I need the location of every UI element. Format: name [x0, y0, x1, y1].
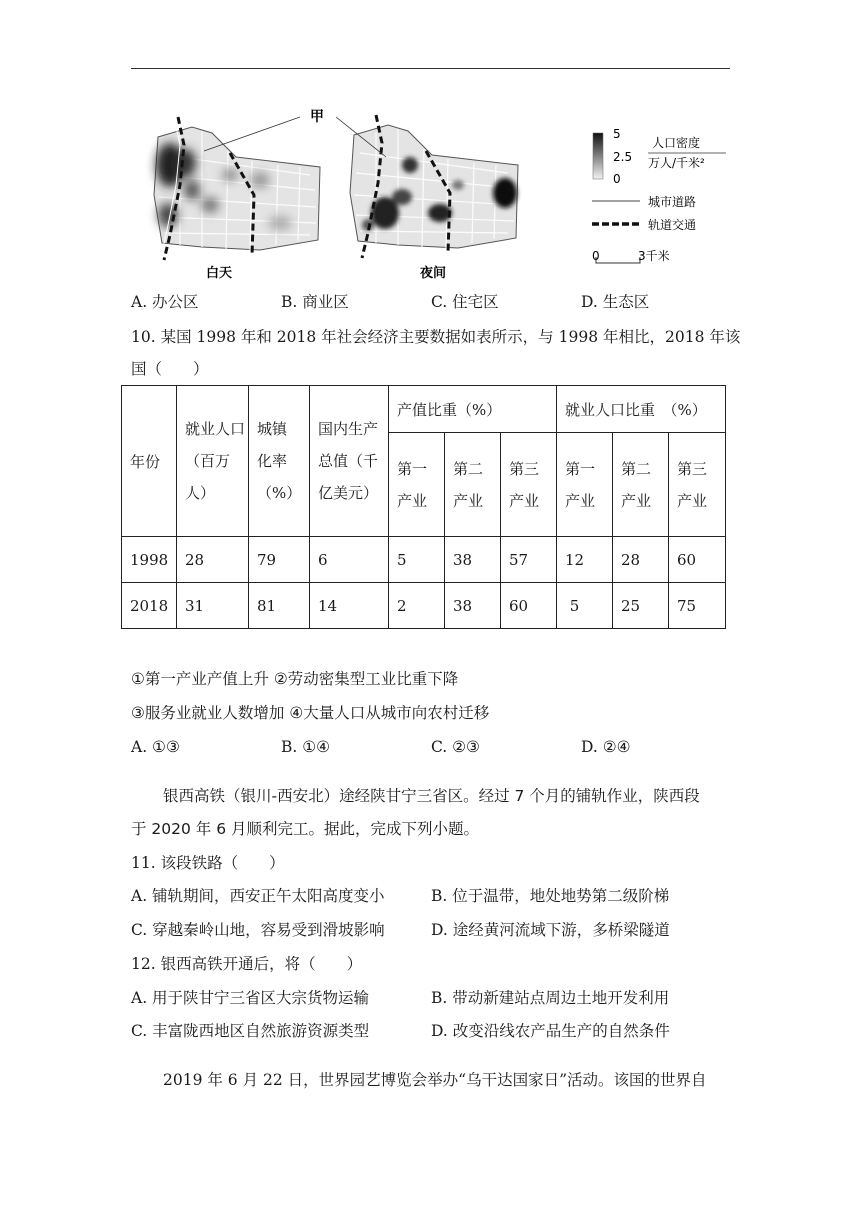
q10-statement-1: ①第一产业产值上升 ②劳动密集型工业比重下降 — [131, 670, 459, 688]
q10-stem-line1: 10. 某国 1998 年和 2018 年社会经济主要数据如表所示，与 1998 年相比，2018 年该 — [131, 328, 741, 346]
day-map — [154, 117, 320, 260]
subheader-primary: 第一产业 — [565, 459, 596, 510]
cell-gdp: 14 — [310, 583, 389, 629]
header-output-share: 产值比重（%） — [389, 386, 557, 433]
cell-employ-primary: 5 — [557, 583, 613, 629]
q11-option-b: B. 位于温带，地处地势第二级阶梯 — [431, 887, 670, 905]
header-year: 年份 — [122, 386, 177, 537]
scale-zero: 0 — [592, 249, 600, 263]
cell-urbanization: 81 — [249, 583, 310, 629]
rail-passage-line2: 于 2020 年 6 月顺利完工。据此，完成下列小题。 — [131, 820, 480, 838]
header-urbanization: 城镇化率（%） — [257, 420, 302, 502]
caption-day: 白天 — [206, 266, 233, 281]
q10-option-c: C. ②③ — [431, 738, 480, 756]
table-row — [122, 583, 726, 629]
night-map — [350, 115, 518, 258]
density-mid-label: 2.5 — [613, 150, 633, 164]
q11-option-c: C. 穿越秦岭山地，容易受到滑坡影响 — [131, 921, 385, 939]
cell-output-secondary: 38 — [445, 537, 501, 583]
cell-year: 1998 — [122, 537, 177, 583]
map-legend — [592, 127, 726, 263]
cell-output-primary: 2 — [389, 583, 445, 629]
road-legend-label: 城市道路 — [648, 195, 697, 209]
expo-passage-line1: 2019 年 6 月 22 日，世界园艺博览会举办“乌干达国家日”活动。该国的世界自 — [163, 1071, 707, 1089]
q12-option-a: A. 用于陕甘宁三省区大宗货物运输 — [131, 989, 370, 1007]
q12-stem: 12. 银西高铁开通后，将（ ） — [131, 955, 363, 973]
marker-jia: 甲 — [310, 109, 324, 125]
q9-option-b: B. 商业区 — [281, 293, 349, 311]
density-title: 人口密度 — [652, 136, 701, 150]
header-gdp: 国内生产总值（千亿美元） — [318, 420, 379, 502]
q10-option-a: A. ①③ — [131, 738, 180, 756]
rail-legend-label: 轨道交通 — [648, 218, 697, 232]
cell-year: 2018 — [122, 583, 177, 629]
economic-data-table — [121, 385, 726, 629]
header-employment-share: 就业人口比重 （%） — [557, 386, 726, 433]
q11-option-d: D. 途经黄河流域下游，多桥梁隧道 — [431, 921, 670, 939]
cell-employment: 28 — [177, 537, 249, 583]
q12-option-d: D. 改变沿线农产品生产的自然条件 — [431, 1022, 670, 1040]
q12-option-c: C. 丰富陇西地区自然旅游资源类型 — [131, 1022, 370, 1040]
cell-employ-secondary: 25 — [613, 583, 669, 629]
density-colorbar — [593, 133, 603, 179]
q10-statement-2: ③服务业就业人数增加 ④大量人口从城市向农村迁移 — [131, 704, 490, 722]
density-min-label: 0 — [613, 172, 621, 186]
subheader-tertiary: 第三产业 — [677, 459, 708, 510]
table-row — [122, 537, 726, 583]
cell-output-primary: 5 — [389, 537, 445, 583]
cell-employment: 31 — [177, 583, 249, 629]
rail-passage-line1: 银西高铁（银川-西安北）途经陕甘宁三省区。经过 7 个月的铺轨作业，陕西段 — [163, 787, 700, 805]
q12-option-b: B. 带动新建站点周边土地开发利用 — [431, 989, 670, 1007]
q10-stem-line2: 国（ ） — [131, 360, 209, 378]
q9-option-a: A. 办公区 — [131, 293, 199, 311]
q9-option-c: C. 住宅区 — [431, 293, 499, 311]
cell-urbanization: 79 — [249, 537, 310, 583]
scale-end: 3千米 — [638, 249, 670, 263]
subheader-secondary: 第二产业 — [453, 459, 484, 510]
q10-option-d: D. ②④ — [581, 738, 631, 756]
density-unit: 万人/千米² — [648, 156, 705, 170]
subheader-tertiary: 第三产业 — [509, 459, 540, 510]
cell-output-tertiary: 57 — [501, 537, 557, 583]
q11-stem: 11. 该段铁路（ ） — [131, 854, 285, 872]
population-density-figure — [140, 105, 740, 285]
density-max-label: 5 — [613, 127, 621, 141]
header-employment: 就业人口（百万 人） — [185, 420, 246, 502]
cell-employ-tertiary: 75 — [669, 583, 726, 629]
cell-gdp: 6 — [310, 537, 389, 583]
cell-employ-secondary: 28 — [613, 537, 669, 583]
q9-option-d: D. 生态区 — [581, 293, 650, 311]
subheader-primary: 第一产业 — [397, 459, 428, 510]
subheader-secondary: 第二产业 — [621, 459, 652, 510]
cell-employ-tertiary: 60 — [669, 537, 726, 583]
top-rule — [131, 68, 730, 69]
cell-employ-primary: 12 — [557, 537, 613, 583]
cell-output-tertiary: 60 — [501, 583, 557, 629]
q10-option-b: B. ①④ — [281, 738, 331, 756]
cell-output-secondary: 38 — [445, 583, 501, 629]
q11-option-a: A. 铺轨期间，西安正午太阳高度变小 — [131, 887, 385, 905]
scale-bar — [596, 257, 640, 263]
caption-night: 夜间 — [420, 266, 447, 281]
